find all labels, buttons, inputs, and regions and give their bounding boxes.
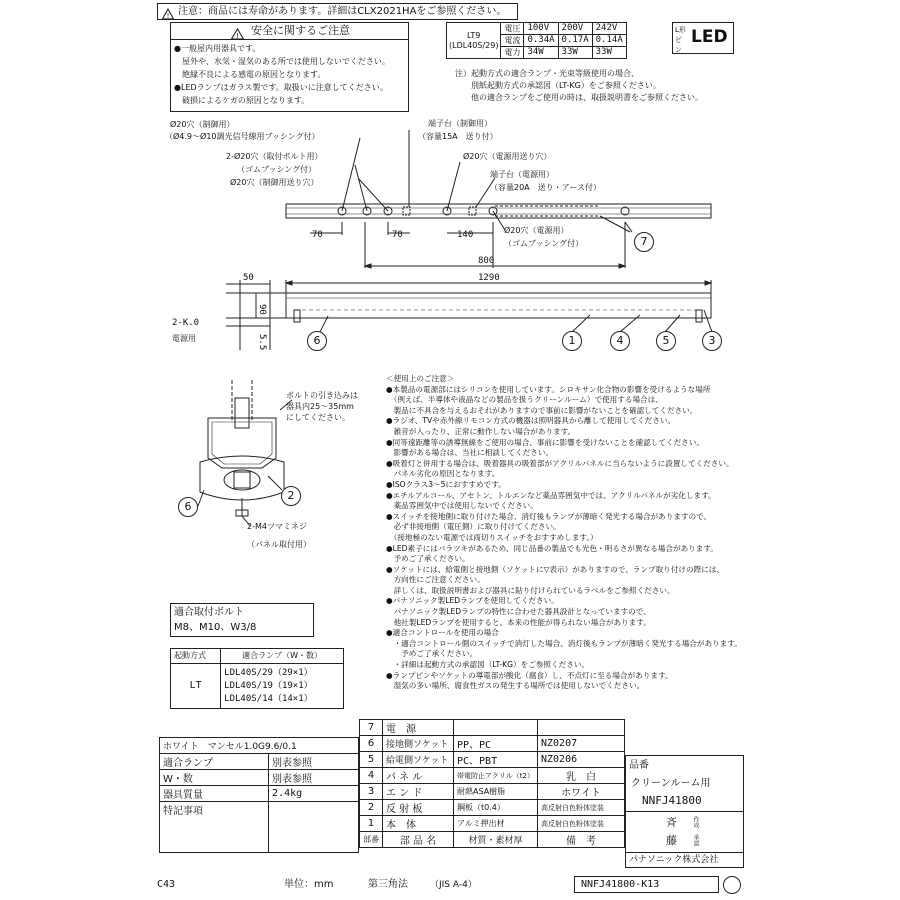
spec-model-label: LT9 (467, 30, 481, 40)
bolt-box-value: M8、M10、W3/8 (174, 622, 257, 633)
left-spec-value: 2.4kg (269, 786, 359, 802)
part-note: 高反射白色粉体塗装 (538, 800, 625, 816)
left-spec-value: 別表参照 (269, 754, 359, 770)
lamp-item: LDL40S/29（29×1） (224, 667, 313, 678)
spec-cell: 33W (558, 47, 592, 59)
title-product-type: クリーンルーム用 (631, 778, 711, 789)
dim-70a: 70 (312, 230, 323, 240)
usage-title: ＜使用上のご注意＞ (386, 374, 455, 383)
callout-6-section: 6 (178, 497, 198, 517)
usage-line: 薬品雰囲気中では使用しないでください。 (386, 501, 538, 511)
left-spec-label: 適合ランプ (160, 754, 269, 770)
lamp-item: LDL40S/19（19×1） (224, 680, 313, 691)
led-badge (672, 22, 734, 54)
dim-50: 50 (243, 273, 254, 283)
svg-text:!: ! (236, 32, 239, 40)
label-terminal-power: 端子台（電源用） (490, 170, 554, 179)
usage-line: ・適合コントロール側のスイッチで消灯した場合、消灯後もランプが薄暗く発光する場合があります。 (386, 638, 742, 648)
footer-unit: 単位：mm (284, 879, 334, 890)
parts-table (359, 719, 625, 848)
usage-line: ●同等遠距離等の誘導無線をご使用の場合、事前に影響を受けないことを確認してください。 (386, 437, 704, 447)
bolt-note: にしてください。 (286, 413, 350, 422)
spec-cell: 33W (592, 47, 626, 59)
usage-line: ●吸着灯と併用する場合は、吸着器具の吸着部がアクリルパネルに当らないように設置してください。 (386, 458, 734, 468)
left-spec-label: 器具質量 (160, 786, 269, 802)
title-author1-role: 作成 (692, 816, 699, 828)
safety-line: 絶縁不良による感電の原因となります。 (174, 70, 326, 79)
part-no: 2 (360, 800, 383, 816)
warning-icon (231, 25, 244, 40)
part-note: NZ0207 (538, 736, 625, 752)
left-spec-table (159, 737, 359, 853)
label-rubber1: （ゴムブッシング付） (237, 165, 317, 174)
title-company: パナソニック株式会社 (629, 855, 719, 865)
part-material: PC、PBT (454, 752, 538, 768)
part-no: 4 (360, 768, 383, 784)
spec-model-cell (447, 23, 501, 59)
part-note: 乳 白 (538, 768, 625, 784)
part-name: 接地側ソケット (383, 736, 454, 752)
label-rubber2: （ゴムブッシング付） (504, 239, 584, 248)
bolt-box (170, 603, 314, 637)
led-badge-small: L形ピン (675, 26, 686, 54)
part-no: 7 (360, 720, 383, 736)
lamp-item: LDL40S/14（14×1） (224, 693, 313, 704)
spec-note: 他の適合ランプをご使用の時は、取扱説明書をご参照ください。 (455, 93, 703, 102)
usage-line: ●ランプピンやソケットの導電部が酸化（腐食）し、不点灯に至る場合があります。 (386, 670, 673, 680)
safety-line: ●一般屋内用器具です。 (174, 44, 261, 53)
part-note: 高反射白色粉体塗装 (538, 816, 625, 832)
usage-line: 詳しくは、取扱説明書および器具に貼り付けられているラベルをご参照ください。 (386, 585, 675, 595)
label-m4: 2-M4ツマミネジ (247, 522, 307, 531)
label-knockout-sub: 電源用 (172, 334, 196, 343)
part-note (538, 720, 625, 736)
part-name: パ ネ ル (383, 768, 454, 784)
svg-text:!: ! (166, 12, 170, 20)
callout-3: 3 (702, 331, 722, 351)
callout-5: 5 (656, 331, 676, 351)
callout-2: 2 (281, 486, 301, 506)
spec-table (446, 22, 627, 59)
left-spec-color: ホワイト マンセル1.0G9.6/0.1 (160, 738, 359, 754)
safety-title: 安全に関するご注意 (251, 24, 350, 37)
usage-line: パナソニック製LEDランプの特性に合わせた器具設計となっていますので、 (386, 607, 651, 617)
callout-6: 6 (307, 331, 327, 351)
part-material (454, 720, 538, 736)
lamp-mode: LT (171, 664, 221, 709)
spec-note: 注）起動方式の適合ランプ・光束等級使用の場合、 (455, 69, 639, 78)
part-material: 帯電防止アクリル（t2） (454, 768, 538, 784)
label-knockout: 2-K.0 (172, 318, 200, 328)
usage-line: 予めご了承ください。 (386, 649, 478, 659)
part-name: エ ン ド (383, 784, 454, 800)
parts-footer: 部番 (360, 832, 383, 848)
safety-box (170, 22, 409, 112)
lamp-table (170, 648, 344, 709)
spec-header: 100V (524, 23, 558, 35)
usage-line: 影響がある場合は、当社に相談してください。 (386, 448, 554, 458)
title-block (625, 755, 744, 868)
label-hole-ctrl: Ø20穴（制御用） (170, 120, 235, 129)
usage-line: ●エチルアルコール、アセトン、トルエンなど薬品雰囲気中では、アクリルパネルが劣化します。 (386, 490, 716, 500)
bolt-note: ボルトの引き込みは (286, 391, 358, 400)
spec-cell: 0.14A (592, 35, 626, 47)
title-author2: 藤 (666, 834, 677, 847)
dim-800: 800 (478, 256, 495, 266)
label-hole-power-feed: Ø20穴（電源用送り穴） (463, 152, 552, 161)
usage-line: ・詳細は起動方式の承認図（LT-KG）をご参照ください。 (386, 660, 589, 670)
led-logo: LED (691, 27, 728, 47)
usage-notes (386, 374, 746, 692)
usage-line: （接地極のない電源では両切りスイッチをおすすめします。） (386, 532, 598, 542)
spec-header: 電圧 (501, 23, 524, 35)
notice-text: 注意：商品には寿命があります。詳細はCLX2021HAをご参照ください。 (178, 6, 507, 17)
usage-line: 必ず非接地側（電圧側）に取り付けてください。 (386, 522, 561, 532)
label-terminal-block: 端子台（制御用） (428, 119, 492, 128)
left-spec-value (269, 802, 359, 853)
part-material: 鋼板（t0.4） (454, 800, 538, 816)
spec-cell: 電力 (501, 47, 524, 59)
spec-note: 別紙起動方式の承認図（LT-KG）をご参照ください。 (455, 81, 661, 90)
safety-line: 破損によるケガの原因となります。 (174, 96, 310, 105)
warning-icon (162, 5, 174, 20)
spec-header: 242V (592, 23, 626, 35)
usage-line: ●LED素子にはバラツキがあるため、同じ品番の製品でも光色・明るさが異なる場合があります。 (386, 543, 718, 553)
title-product-no-label: 品番 (629, 760, 649, 771)
usage-line: （例えば、半導体や液晶などの製品を扱うクリーンルーム）で使用する場合は、 (386, 395, 663, 405)
label-hole-power: Ø20穴（電源用） (504, 226, 569, 235)
usage-line: ●ISOクラス3～5におすすめです。 (386, 479, 506, 489)
footer-projection: 第三角法 (368, 879, 408, 890)
callout-1: 1 (562, 331, 582, 351)
part-material: アルミ押出材 (454, 816, 538, 832)
dim-55: 5.5 (257, 334, 267, 351)
label-terminal-cap: （容量15A 送り付） (418, 132, 498, 141)
label-bolt-holes: 2-Ø20穴（取付ボルト用） (226, 152, 323, 161)
usage-line: ●本製品の電源部にはシリコンを使用しています。シロキサン化合物の影響を受けるような場所 (386, 384, 711, 394)
usage-line: 湿気の多い場所、腐食性ガスの発生する場所では使用しないでください。 (386, 681, 645, 691)
callout-7: 7 (634, 232, 654, 252)
dim-140: 140 (457, 230, 474, 240)
usage-line: ●適合コントロールを使用の場合 (386, 628, 499, 638)
spec-cell: 電流 (501, 35, 524, 47)
safety-line: ●LEDランプはガラス製です。取扱いに注意してください。 (174, 83, 388, 92)
left-spec-value: 別表参照 (269, 770, 359, 786)
spec-model-sub: (LDL40S/29) (449, 40, 499, 50)
usage-line: 方向性にご注意ください。 (386, 575, 485, 585)
part-name: 給電側ソケット (383, 752, 454, 768)
callout-4: 4 (610, 331, 630, 351)
top-notice (157, 3, 518, 20)
part-note: ホワイト (538, 784, 625, 800)
label-hole-ctrl2: Ø20穴（制御用送り穴） (230, 178, 319, 187)
lamp-header: 適合ランプ（W・数） (221, 649, 344, 664)
bolt-note: 器具内25～35mm (286, 402, 354, 411)
part-no: 6 (360, 736, 383, 752)
usage-line: ●ソケットには、給電側と接地側（ソケットに▽表示）がありますので、ランプ取り付けの際には、 (386, 564, 724, 574)
footer-standard: （JIS A-4） (430, 880, 477, 890)
usage-line: 他社製LEDランプを使用すると、本来の性能が得られない場合があります。 (386, 617, 651, 627)
title-author1: 斉 (666, 816, 677, 829)
lamp-list (221, 664, 344, 709)
dim-1290: 1290 (478, 273, 500, 283)
safety-line: 屋外や、水気・湿気のある所では使用しないでください。 (174, 57, 390, 66)
part-no: 5 (360, 752, 383, 768)
parts-footer: 部 品 名 (383, 832, 454, 848)
part-no: 3 (360, 784, 383, 800)
spec-cell: 34W (524, 47, 558, 59)
usage-line: 予めご了承ください。 (386, 554, 470, 564)
left-spec-label: 特記事項 (160, 802, 269, 853)
title-product-no: NNFJ41800 (642, 794, 702, 807)
safety-title-row (171, 23, 408, 40)
part-name: 反 射 板 (383, 800, 454, 816)
title-author2-role: 承認 (692, 834, 699, 846)
usage-line: 製品に不具合を与えるおそれがありますので事前に影響がないことを確認してください。 (386, 405, 698, 415)
label-bushing-ctrl: （Ø4.9～Ø10調光信号線用ブッシング付） (165, 132, 320, 141)
part-no: 1 (360, 816, 383, 832)
part-note: NZ0206 (538, 752, 625, 768)
parts-footer: 備 考 (538, 832, 625, 848)
bolt-box-title: 適合取付ボルト (174, 607, 244, 618)
label-m4-sub: （パネル取付用） (247, 540, 311, 549)
usage-line: 雑音が入ったり、正常に動作しない場合があります。 (386, 426, 576, 436)
left-spec-label: W・数 (160, 770, 269, 786)
footer-code: C43 (157, 879, 176, 890)
revision-circle (723, 876, 741, 894)
footer-drawing-no: NNFJ41800-K13 (574, 876, 719, 893)
parts-footer: 材質・素材厚 (454, 832, 538, 848)
dim-70b: 70 (392, 230, 403, 240)
part-name: 本 体 (383, 816, 454, 832)
part-material: 耐熱ASA樹脂 (454, 784, 538, 800)
lamp-header: 起動方式 (171, 649, 221, 664)
part-material: PP、PC (454, 736, 538, 752)
label-terminal-power-cap: （容量20A 送り・アース付） (490, 183, 602, 192)
dim-90: 90 (257, 304, 267, 315)
usage-line: ●ラジオ、TVや赤外線リモコン方式の機器は照明器具から離して使用してください。 (386, 416, 676, 426)
part-name: 電 源 (383, 720, 454, 736)
spec-cell: 0.34A (524, 35, 558, 47)
usage-line: ●パナソニック製LEDランプを使用してください。 (386, 596, 559, 606)
usage-line: ●スイッチを接地側に取り付けた場合、消灯後もランプが薄暗く発光する場合がありますので、 (386, 511, 712, 521)
spec-header: 200V (558, 23, 592, 35)
usage-line: パネル劣化の原因となります。 (386, 469, 500, 479)
spec-cell: 0.17A (558, 35, 592, 47)
